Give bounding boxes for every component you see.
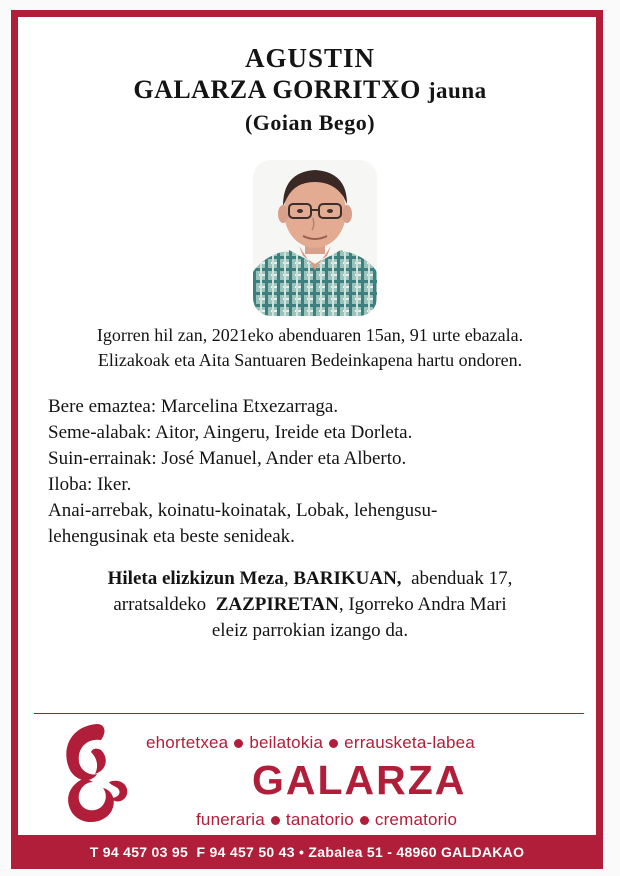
death-notice-line: Elizakoak eta Aita Santuaren Bedeinkapena hartu ondoren.: [97, 350, 523, 370]
family-line-spouse: Bere emaztea: Marcelina Etxezarraga.: [48, 396, 339, 417]
death-notice-line: Igorren hil zan, 2021eko abenduaren 15an, 91 urte ebazala.: [96, 325, 524, 345]
deceased-nickname: (Goian Bego): [244, 110, 376, 135]
funeral-announcement: [40, 566, 580, 644]
deceased-last-name: GALARZA GORRITXO: [133, 75, 421, 104]
service-funeraria: funeraria: [196, 810, 265, 829]
service-crematorio: crematorio: [374, 810, 458, 829]
mass-date: abenduak 17,: [411, 568, 513, 589]
mass-day: BARIKUAN,: [293, 568, 402, 589]
death-notice: [0, 323, 620, 373]
mass-time: ZAZPIRETAN: [215, 594, 339, 615]
service-crematorium: errausketa-labea: [344, 733, 475, 752]
family-line-relatives: lehengusinak eta beste senideak.: [48, 526, 295, 547]
service-wake: beilatokia: [249, 733, 324, 752]
deceased-honorific: jauna: [427, 78, 487, 103]
family-line-children: Seme-alabak: Aitor, Aingeru, Ireide eta Dorleta.: [48, 422, 413, 443]
funeral-home-brand: GALARZA: [252, 757, 467, 803]
funeral-line-2: [40, 592, 580, 618]
funeral-line-3: eleiz parrokian izango da.: [211, 620, 409, 641]
contact-info: T 94 457 03 95 F 94 457 50 43 • Zabalea 51 - 48960 GALDAKAO: [89, 844, 525, 860]
mass-evening: arratsaldeko: [113, 594, 207, 615]
mass-comma: ,: [283, 568, 289, 589]
deceased-last-name-line: [0, 74, 620, 107]
family-line-siblings: Anai-arrebak, koinatu-koinatak, Lobak, lehengusu-: [48, 500, 438, 521]
bullet-icon: [360, 816, 369, 825]
section-divider: [34, 713, 584, 714]
funeral-home-logo-icon: [51, 718, 133, 828]
family-list: [48, 394, 548, 550]
contact-bar: [11, 835, 603, 869]
bullet-icon: [271, 816, 280, 825]
family-line-grandchild: Iloba: Iker.: [48, 474, 132, 495]
bullet-icon: [329, 739, 338, 748]
services-tagline-basque: [146, 733, 475, 753]
deceased-portrait: [253, 160, 377, 316]
mass-label: Hileta elizkizun Meza: [107, 568, 284, 589]
service-morgue: ehortetxea: [146, 733, 229, 752]
family-line-in-laws: Suin-errainak: José Manuel, Ander eta Alberto.: [48, 448, 407, 469]
services-tagline-spanish: [196, 810, 457, 830]
mass-place: , Igorreko Andra Mari: [338, 594, 507, 615]
portrait-illustration: [253, 160, 377, 316]
service-tanatorio: tanatorio: [285, 810, 354, 829]
bullet-icon: [234, 739, 243, 748]
funeral-line-1: [40, 566, 580, 592]
deceased-first-name: AGUSTIN: [244, 43, 376, 73]
deceased-name-block: [0, 42, 620, 139]
